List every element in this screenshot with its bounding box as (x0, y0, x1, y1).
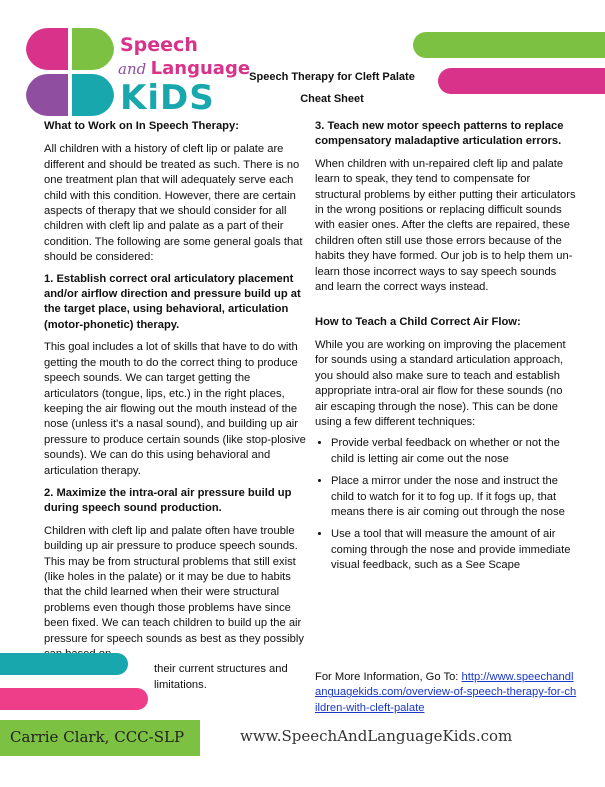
goal2-text: Children with cleft lip and palate often have trouble building up air pressure to produce speech sounds. This may be from structural problems that still exist (like holes in the palate) or it may be due to habits that the child learned when their were structural problems even though those problems have since been fixed. We can teach children to build up the air pressure for speech sounds as best as they possibly (44, 524, 304, 645)
footer-author: Carrie Clark, CCC-SLP (10, 728, 185, 746)
footer-author-bar (0, 720, 200, 756)
airflow-text: While you are working on improving the placement for sounds using a standard articulation approach, you should also make sure to teach and establish appropriate intra-oral air flow for these sounds (no air escaping through the nose). This can be done using a few different techniques: (315, 338, 566, 428)
logo-kids: KiDS (120, 78, 215, 118)
technique-list (315, 436, 577, 573)
logo-and: and (118, 60, 147, 78)
list-item: • Place a mirror under the nose and instruct the child to watch for it to fog up. If it fogs up, that means there is air coming out through the nose (331, 474, 577, 520)
list-item: • Provide verbal feedback on whether or not the child is letting air come out the nose (331, 436, 577, 467)
decor-bar-teal (0, 653, 128, 675)
footer-website[interactable]: www.SpeechAndLanguageKids.com (240, 727, 513, 745)
goal3-text: When children with un-repaired cleft lip and palate learn to speak, they tend to compensate for structural problems by either putting their articulators in the wrong positions or replacing difficult sounds with easier ones. After the clefts are repaired, these children often still use those errors because of the habits they have formed. Our job is to help them un-learn those incorrect ways to say speech sounds and learn the correct ways instead. (315, 157, 576, 294)
more-info-link[interactable]: http://www.speechandlanguagekids.com/overview-of-speech-therapy-for-children-with-cleft-palate (315, 671, 577, 714)
goal1-heading: 1. Establish correct oral articulatory placement and/or airflow direction and pressure build up at the target place, using behavioral, articulation (motor-phonetic) therapy. (44, 272, 301, 331)
logo-and-language (118, 58, 250, 79)
goal1-text: This goal includes a lot of skills that have to do with getting the mouth to do the correct thing to produce speech sounds. We can target getting the articulators (tongue, lips, etc.) in the right places, keeping the air flowing out the mouth instead of the nose (unless it's a nasal sound), and building up air pressure to produce certain sounds (like stop-plosive sounds). We can do this using behavioral and articulation therapy. (44, 341, 306, 477)
logo-clover-icon (24, 26, 116, 118)
more-info-label: For More Information, Go To: (315, 671, 462, 683)
list-item: • Use a tool that will measure the amount of air coming through the nose and provide immediate visual feedback, such as a See Scape (331, 527, 577, 573)
more-info (315, 670, 577, 716)
left-intro: All children with a history of cleft lip or palate are different and should be treated as such. There is no one treatment plan that will adequately serve each child with this condition. However, there are certain aspects of therapy that we should consider for all children with cleft lip and palate as a part of their condition. The following are some general goals that should be considered: (44, 143, 303, 264)
page-subtitle: Cheat Sheet (300, 93, 364, 105)
left-heading: What to Work on In Speech Therapy: (44, 120, 239, 132)
airflow-heading: How to Teach a Child Correct Air Flow: (315, 316, 521, 329)
goal3-heading: 3. Teach new motor speech patterns to replace compensatory maladaptive articulation errors. (315, 120, 564, 148)
decor-bar-magenta (438, 68, 605, 94)
decor-bar-pink (0, 688, 148, 710)
goal2-tail: their current structures and limitations. (154, 663, 288, 691)
left-column (44, 119, 306, 693)
decor-bar-green (413, 32, 605, 58)
logo-speech: Speech (120, 34, 198, 56)
goal2-heading: 2. Maximize the intra-oral air pressure build up during speech sound production. (44, 486, 292, 515)
logo-language: Language (150, 58, 251, 79)
logo (24, 26, 251, 122)
page-title: Speech Therapy for Cleft Palate (249, 71, 415, 83)
right-column (315, 119, 577, 581)
